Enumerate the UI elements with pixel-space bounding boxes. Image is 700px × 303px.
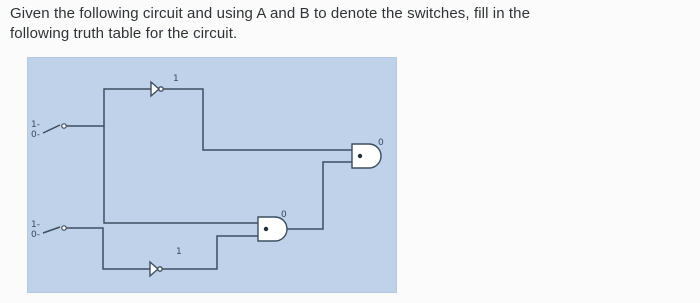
not-gate-bottom-triangle: [150, 262, 158, 276]
not-gate-top: [151, 74, 179, 96]
switch-a-terminal: [62, 124, 66, 128]
wire-not-bottom-to-and-bottom: [159, 236, 258, 269]
and-gate-right: [352, 138, 384, 168]
switch-a-lever: [43, 125, 60, 133]
and-gate-bottom-output-label: 0: [281, 210, 287, 220]
wire-and-bottom-to-and-right: [279, 162, 352, 229]
wire-a-to-and-bottom: [104, 126, 258, 223]
and-gate-right-dot: [358, 154, 362, 158]
not-gate-top-bubble: [159, 87, 163, 91]
question-line-2: following truth table for the circuit.: [10, 25, 238, 42]
not-gate-top-output-label: 1: [173, 74, 179, 84]
not-gate-top-triangle: [151, 82, 159, 96]
not-gate-bottom: [150, 247, 182, 276]
switch-b-low-label: 0-: [31, 230, 40, 240]
wire-b-to-not-bottom: [66, 228, 150, 269]
and-gate-bottom-body: [258, 217, 287, 241]
and-gate-bottom: [258, 210, 287, 241]
switch-b[interactable]: [31, 220, 66, 240]
not-gate-bottom-output-label: 1: [176, 247, 182, 257]
wire-not-top-to-and-right: [161, 89, 352, 150]
not-gate-bottom-bubble: [158, 267, 162, 271]
and-gate-bottom-dot: [264, 227, 268, 231]
switch-b-high-label: 1-: [31, 220, 40, 230]
and-gate-right-output-label: 0: [378, 138, 384, 148]
question-line-1: Given the following circuit and using A and B to denote the switches, fill in the: [10, 5, 531, 22]
switch-a-low-label: 0-: [31, 130, 40, 140]
wire-a-to-not-top: [66, 89, 153, 126]
question-text: [10, 4, 660, 44]
circuit-diagram: [27, 57, 397, 293]
switch-a-high-label: 1-: [31, 120, 40, 130]
switch-b-lever: [43, 227, 60, 233]
switch-b-terminal: [62, 226, 66, 230]
switch-a[interactable]: [31, 120, 66, 140]
and-gate-right-body: [352, 144, 381, 168]
